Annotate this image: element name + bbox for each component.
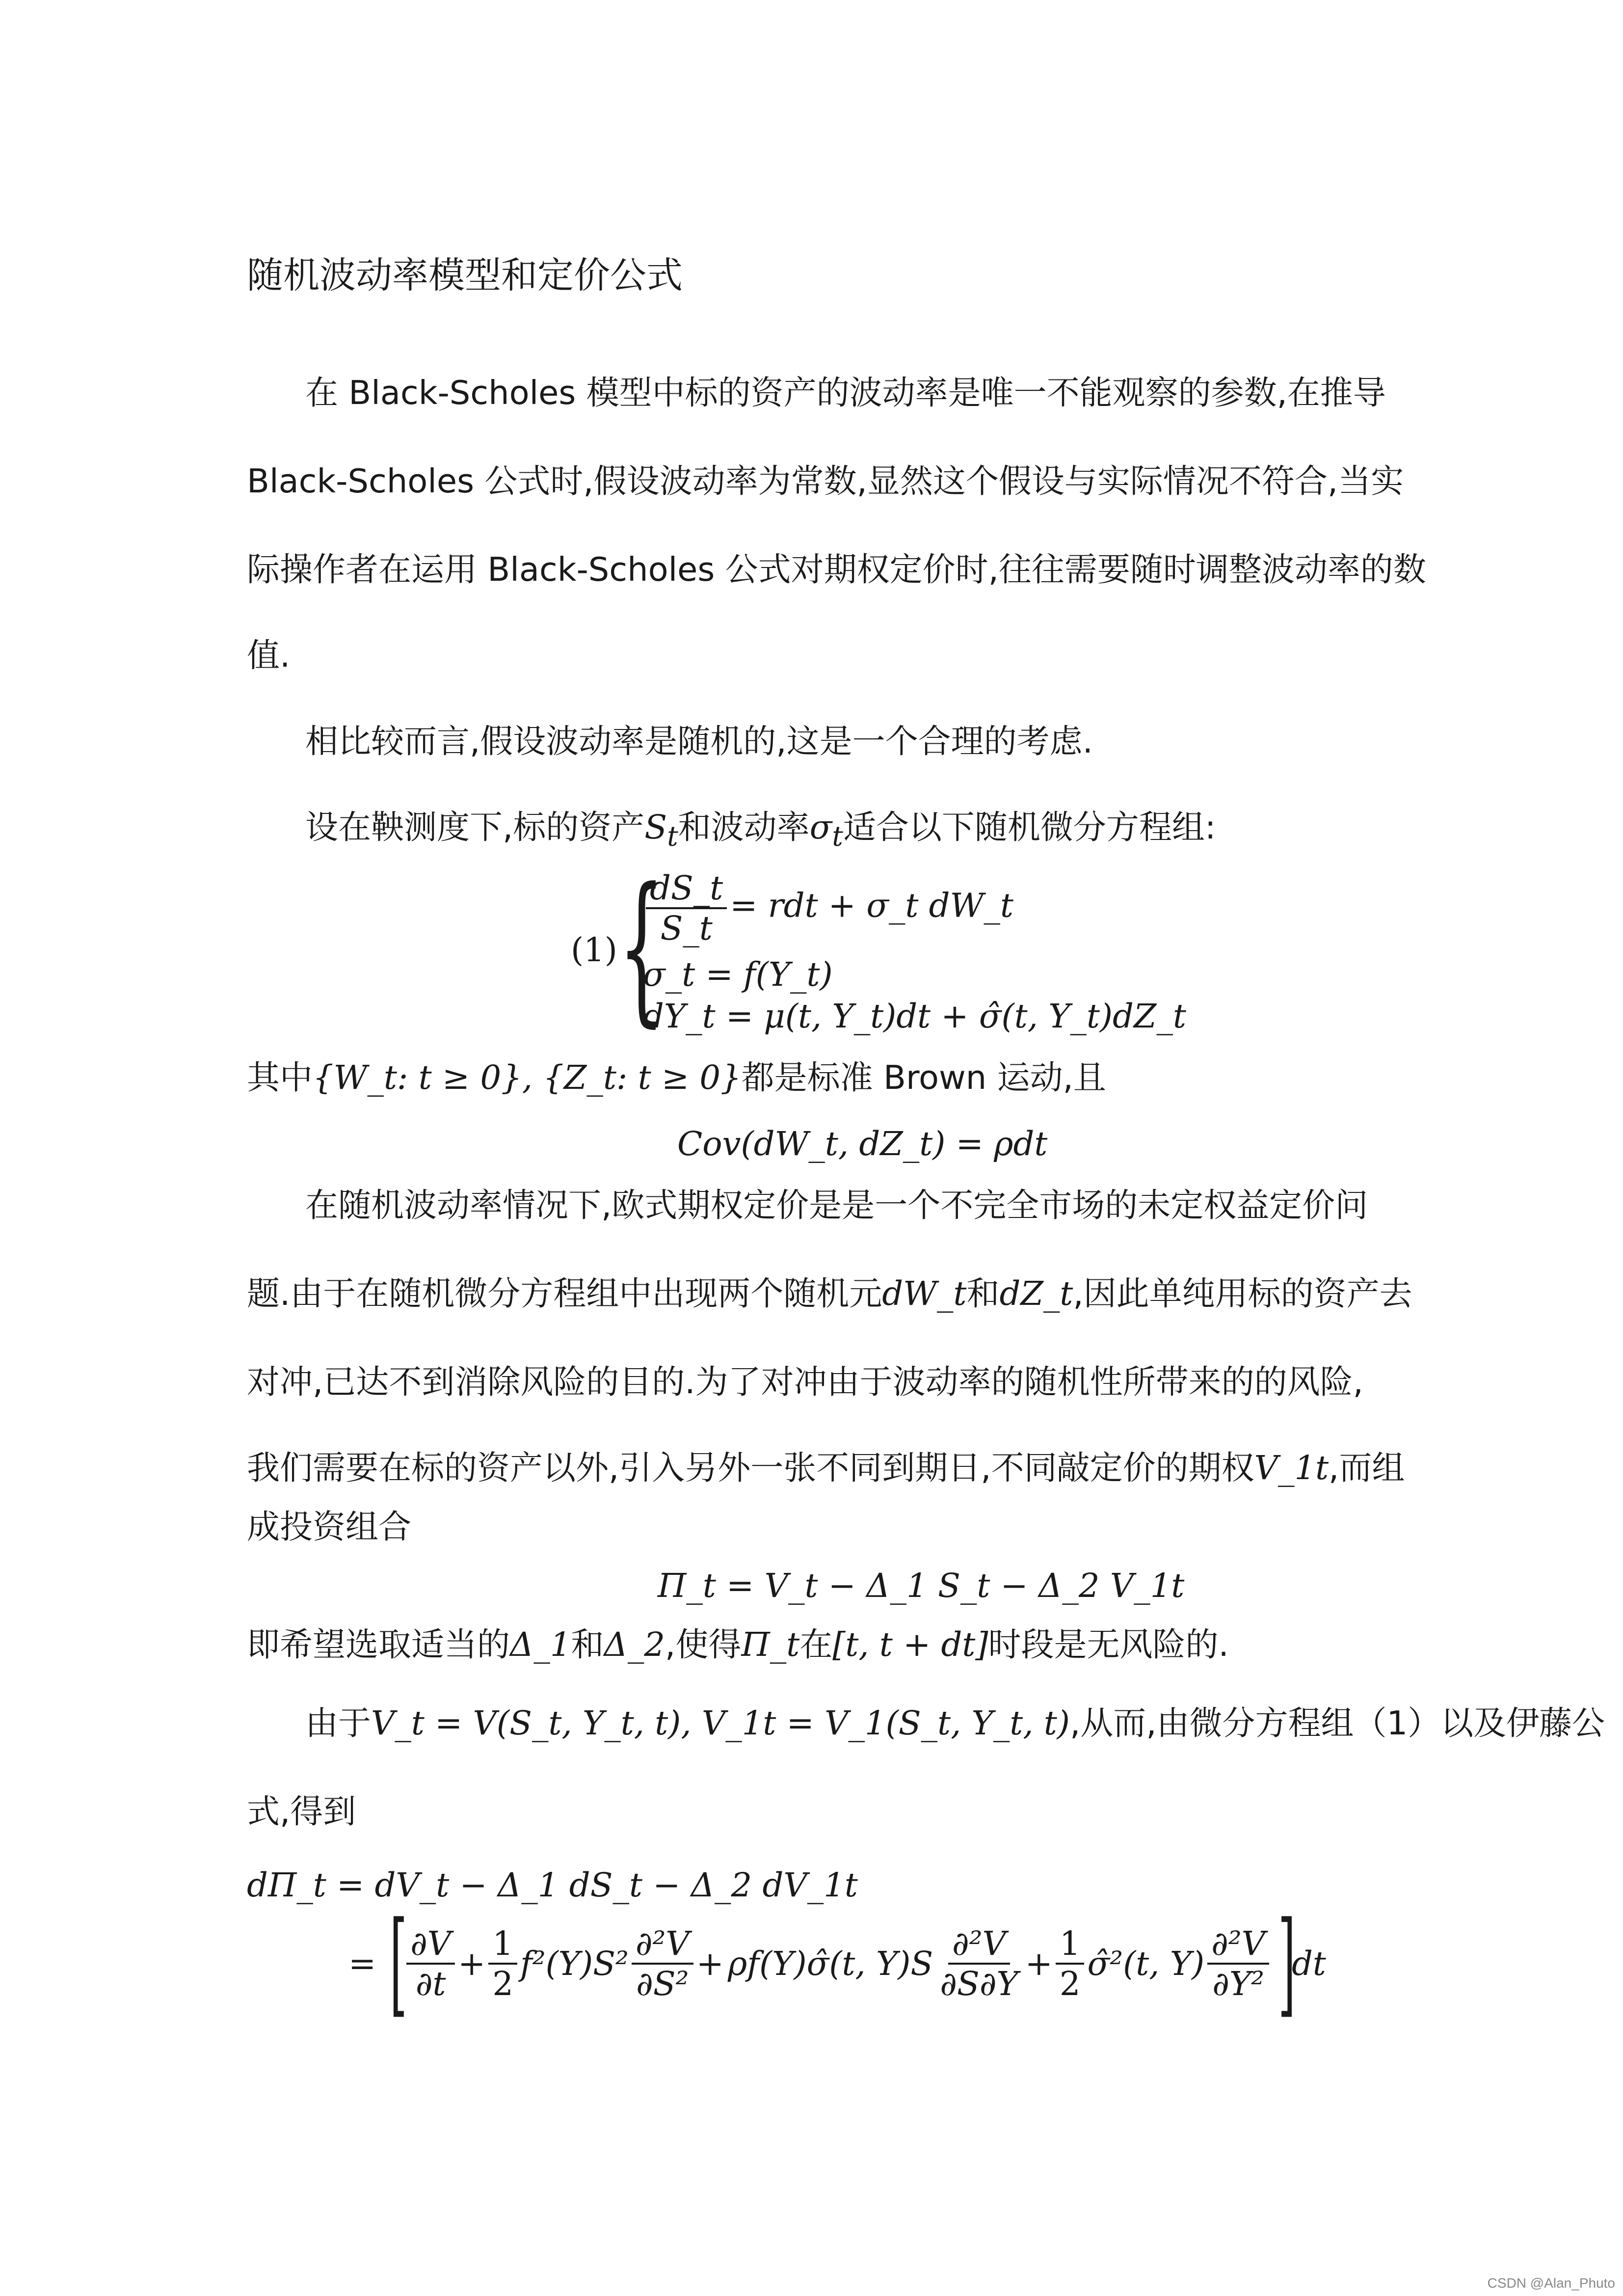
eq1-line2: σ_t = f(Y_t) (643, 955, 833, 994)
para3 (305, 808, 1216, 856)
para1-line2: Black-Scholes 公式时,假设波动率为常数,显然这个假设与实际情况不符合,当实 (247, 462, 1404, 500)
eq1-line3: dY_t = μ(t, Y_t)dt + σ̂(t, Y_t)dZ_t (643, 997, 1186, 1035)
para5-line2: 式,得到 (247, 1792, 356, 1831)
para4-line4: 我们需要在标的资产以外,引入另外一张不同到期日,不同敲定价的期权V_1t,而组 (247, 1449, 1405, 1487)
symbol-sub: t (832, 820, 843, 853)
para4-line3: 对冲,已达不到消除风险的目的.为了对冲由于波动率的随机性所带来的的风险, (247, 1363, 1363, 1401)
eq-cov: Cov(dW_t, dZ_t) = ρdt (677, 1125, 1048, 1163)
eq1-line1: $\frac{dS\_t}{S\_t}$ = rdt + σ_t dW_t (643, 869, 1013, 947)
brown-line: 其中{W_t: t ≥ 0}, {Z_t: t ≥ 0}都是标准 Brown 运动,且 (247, 1058, 1106, 1097)
para3-c: 适合以下随机微分方程组: (843, 808, 1216, 846)
page-title: 随机波动率模型和定价公式 (247, 254, 683, 297)
symbol-sub: t (667, 820, 678, 853)
para3-a: 设在鞅测度下,标的资产 (305, 808, 645, 846)
para1-line4: 值. (247, 636, 291, 675)
delta-line: 即希望选取适当的Δ_1和Δ_2,使得Π_t在[t, t + dt]时段是无风险的. (247, 1625, 1229, 1664)
eq-big: = [ $\frac{\partial V}{\partial t}$ + $\frac{1}{2}$ f²(Y)S² $\frac{\text{∂²V}}{\text{∂S²}}$ + ρf(Y)σ̂(t, Y)S $\frac{\text{∂²V}}{\partial S\partial Y}$ + $\frac{1}{2}$ σ̂²(t, Y) $\frac{\text{∂²V}}{\text{∂Y²}}$ ] dt (348, 1898, 1326, 2029)
para4-line2: 题.由于在随机微分方程组中出现两个随机元dW_t和dZ_t,因此单纯用标的资产去 (247, 1274, 1412, 1313)
para2: 相比较而言,假设波动率是随机的,这是一个合理的考虑. (305, 722, 1093, 760)
symbol-S: S (644, 808, 667, 846)
watermark: CSDN @Alan_Phuto (1487, 2275, 1615, 2291)
eq1-label: (1) (571, 931, 617, 969)
eq1-fraction: $\frac{dS\_t}{S\_t}$ (646, 869, 727, 947)
para1-line3: 际操作者在运用 Black-Scholes 公式对期权定价时,往往需要随时调整波动率的数 (247, 550, 1426, 589)
para3-b: 和波动率 (678, 808, 810, 846)
eq-pi: Π_t = V_t − Δ_1 S_t − Δ_2 V_1t (658, 1567, 1185, 1605)
para1-line1: 在 Black-Scholes 模型中标的资产的波动率是唯一不能观察的参数,在推导 (305, 374, 1386, 412)
para4-line1: 在随机波动率情况下,欧式期权定价是是一个不完全市场的未定权益定价问 (305, 1186, 1368, 1224)
symbol-sigma: σ (809, 808, 832, 846)
para4-line5: 成投资组合 (247, 1508, 411, 1546)
para5-line1: 由于V_t = V(S_t, Y_t, t), V_1t = V_1(S_t, Y_t, t),从而,由微分方程组（1）以及伊藤公 (305, 1704, 1605, 1742)
eq1-brace: { (618, 853, 665, 1042)
eq-dpi: dΠ_t = dV_t − Δ_1 dS_t − Δ_2 dV_1t (247, 1866, 858, 1904)
